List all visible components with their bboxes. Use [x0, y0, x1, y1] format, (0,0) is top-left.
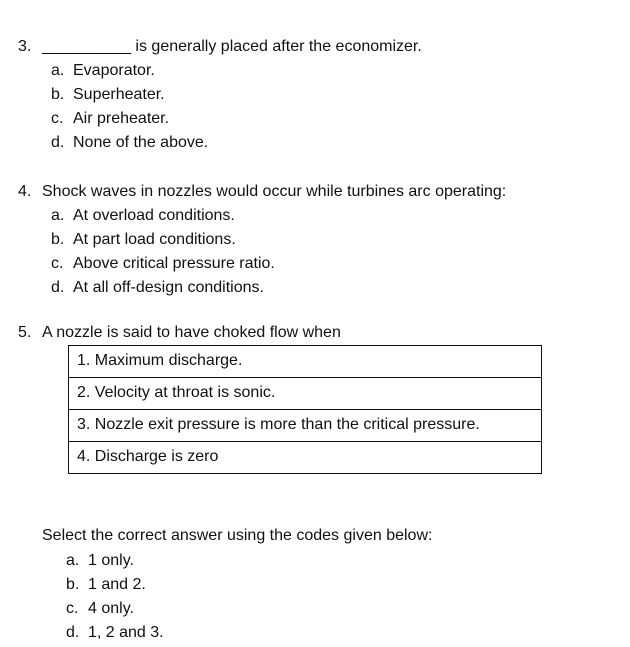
option-text: Above critical pressure ratio.: [73, 255, 275, 272]
option-letter: b.: [66, 576, 80, 593]
table-row: [69, 442, 542, 474]
answer-instruction: Select the correct answer using the codes given below:: [42, 527, 433, 544]
option-letter: a.: [51, 207, 65, 224]
option-3b: [51, 85, 165, 105]
question-text: Shock waves in nozzles would occur while turbines arc operating:: [42, 183, 507, 200]
option-4b: [51, 230, 236, 250]
option-text: At overload conditions.: [73, 207, 235, 224]
option-text: 1 only.: [88, 552, 134, 569]
option-letter: a.: [66, 552, 80, 569]
question-4-stem: [18, 182, 506, 202]
question-number: 3.: [18, 38, 32, 55]
option-text: Superheater.: [73, 86, 165, 103]
option-letter: c.: [51, 255, 64, 272]
option-5b: [66, 575, 146, 595]
option-text: 1 and 2.: [88, 576, 146, 593]
question-number: 4.: [18, 183, 32, 200]
table-row: [69, 378, 542, 410]
option-text: 1, 2 and 3.: [88, 624, 164, 641]
option-text: Air preheater.: [73, 110, 170, 127]
option-text: At all off-design conditions.: [73, 279, 264, 296]
option-text: Evaporator.: [73, 62, 155, 79]
option-4a: [51, 206, 235, 226]
question-text: A nozzle is said to have choked flow when: [42, 324, 341, 341]
option-letter: b.: [51, 86, 65, 103]
statement-cell: 3. Nozzle exit pressure is more than the critical pressure.: [69, 410, 542, 442]
option-4d: [51, 278, 264, 298]
question-text: __________ is generally placed after the economizer.: [42, 38, 422, 55]
option-5a: [66, 551, 134, 571]
option-3c: [51, 109, 169, 129]
question-5-stem: [18, 323, 341, 343]
question-3-stem: [18, 37, 422, 57]
option-text: 4 only.: [88, 600, 134, 617]
option-letter: d.: [51, 134, 65, 151]
question-number: 5.: [18, 324, 32, 341]
option-3d: [51, 133, 208, 153]
option-text: None of the above.: [73, 134, 209, 151]
option-letter: c.: [51, 110, 64, 127]
option-letter: d.: [66, 624, 80, 641]
statement-cell: 1. Maximum discharge.: [69, 346, 542, 378]
option-3a: [51, 61, 155, 81]
statements-table: [68, 345, 542, 474]
statement-cell: 4. Discharge is zero: [69, 442, 542, 474]
option-4c: [51, 254, 275, 274]
statement-cell: 2. Velocity at throat is sonic.: [69, 378, 542, 410]
option-text: At part load conditions.: [73, 231, 236, 248]
option-letter: c.: [66, 600, 79, 617]
option-letter: d.: [51, 279, 65, 296]
option-5c: [66, 599, 134, 619]
table-row: [69, 346, 542, 378]
option-letter: b.: [51, 231, 65, 248]
option-5d: [66, 623, 164, 643]
option-letter: a.: [51, 62, 65, 79]
table-row: [69, 410, 542, 442]
